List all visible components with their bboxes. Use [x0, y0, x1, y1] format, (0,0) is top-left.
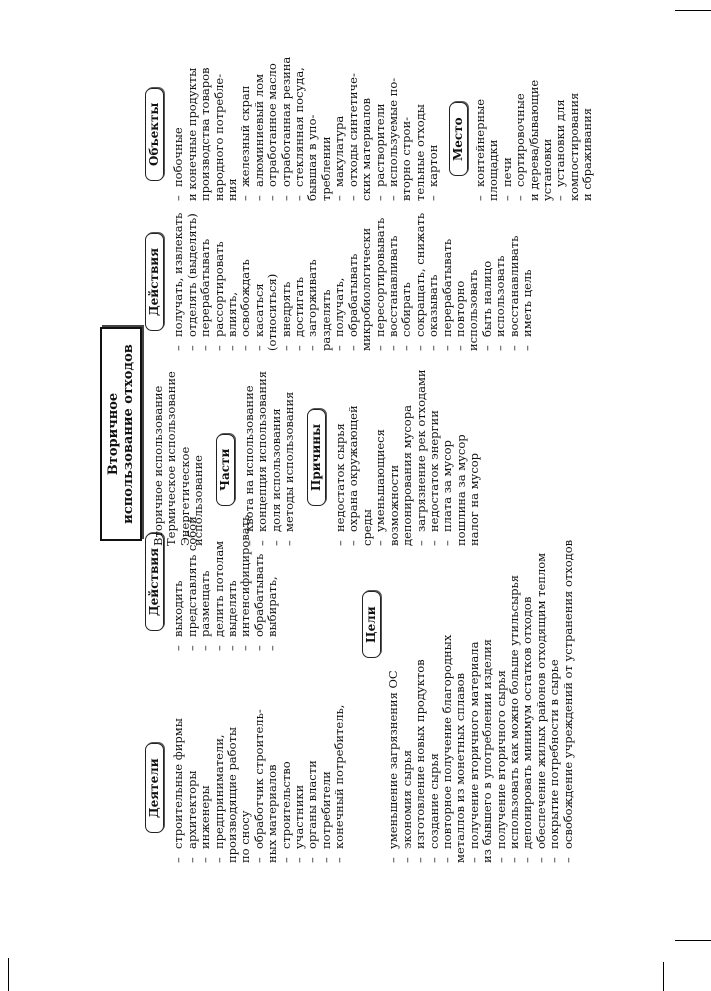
- center-line-item: Термическое использование: [164, 371, 179, 546]
- part-item: – доля использования: [270, 356, 283, 546]
- object-item: – растворители: [374, 51, 387, 201]
- action-right-item: – пересортировывать: [374, 206, 387, 351]
- actor-item: – предприниматели,: [213, 653, 226, 863]
- action-right-item: использовать: [466, 269, 481, 351]
- place-item: установки: [539, 138, 554, 201]
- actors-list: [172, 653, 346, 863]
- place-list: [474, 51, 595, 201]
- objects-list: [172, 51, 440, 201]
- action-right-item: (относиться): [265, 273, 280, 351]
- object-item: тельные отходы: [412, 104, 427, 201]
- action-left-item: – выделять: [226, 481, 239, 651]
- object-item: и конечные продукты: [184, 67, 199, 201]
- object-item: – стеклянная посуда,: [293, 51, 306, 201]
- reason-item: – недостаток сырья: [334, 356, 347, 546]
- part-item: – концепция использования: [256, 356, 269, 546]
- actor-item: – строительство: [280, 653, 293, 863]
- reason-item: – загрязнение рек отходами: [415, 356, 428, 546]
- object-item: – отработанная резина: [280, 51, 293, 201]
- object-item: – используемые по-: [387, 51, 400, 201]
- action-right-item: – внедрять: [280, 206, 293, 351]
- object-item: вторно строи-: [399, 116, 414, 201]
- reason-item: пошлина за мусор: [453, 434, 468, 546]
- action-right-item: – сокращать, снижать: [414, 206, 427, 351]
- actor-item: производящие работы: [225, 726, 240, 863]
- actors-column: [145, 653, 347, 863]
- place-item: – сортировочные: [514, 51, 527, 201]
- action-left-item: – выбирать,: [266, 481, 279, 651]
- action-right-item: – использовать: [494, 206, 507, 351]
- center-column: [152, 356, 482, 546]
- part-item: – квота на использование: [243, 356, 256, 546]
- reason-item: налог на мусор: [467, 452, 482, 546]
- action-left-item: – обрабатывать: [253, 481, 266, 651]
- center-line-item: Вторичное использование: [151, 385, 165, 546]
- place-header: Место: [449, 102, 468, 176]
- actor-item: – архитекторы: [186, 653, 199, 863]
- action-left-item: – выходить: [172, 481, 185, 651]
- actor-item: по сносу: [238, 810, 253, 863]
- action-right-item: – освобождать: [239, 206, 252, 351]
- goals-header: Цели: [362, 591, 381, 658]
- actions-left-header: Действия: [145, 533, 164, 631]
- objects-header: Объекты: [145, 88, 164, 181]
- goal-item: – получение вторичного материала: [468, 463, 481, 863]
- center-lines-list: [152, 356, 206, 546]
- actor-item: – органы власти: [306, 653, 319, 863]
- action-left-item: – размещать: [199, 481, 212, 651]
- action-right-item: – загорживать: [306, 206, 319, 351]
- action-right-item: разделять: [318, 289, 333, 351]
- goal-item: – экономия сырья: [401, 463, 414, 863]
- object-item: – побочные: [172, 51, 185, 201]
- reason-item: депонирования мусора: [400, 405, 415, 546]
- center-title-line-1: Вторичное: [106, 392, 121, 476]
- object-item: – алюминиевый лом: [253, 51, 266, 201]
- action-left-item: – делить потолам: [213, 481, 226, 651]
- reason-item: возможности: [386, 464, 401, 546]
- center-title-box: [100, 327, 142, 541]
- actions-right-list: [172, 206, 534, 351]
- actor-item: ных материалов: [265, 764, 280, 863]
- actor-item: – потребители: [320, 653, 333, 863]
- place-item: компостирования: [566, 92, 581, 201]
- actor-item: – строительные фирмы: [172, 653, 185, 863]
- object-item: бывшая в упо-: [305, 114, 320, 201]
- action-right-item: – влиять,: [226, 206, 239, 351]
- goal-item: – депонировать минимум остатков отходов: [521, 463, 534, 863]
- goal-item: – покрытие потребности в сырье: [548, 463, 561, 863]
- goal-item: – освобождение учреждений от устранения отходов: [562, 463, 575, 863]
- object-item: ских материалов: [359, 98, 374, 201]
- object-item: народного потребле-: [211, 73, 226, 201]
- place-item: – печи: [501, 51, 514, 201]
- reason-item: – охрана окружающей: [347, 356, 360, 546]
- place-item: площадки: [486, 139, 501, 201]
- action-right-item: – оказывать: [427, 206, 440, 351]
- object-item: ния: [225, 178, 240, 201]
- reason-item: – уменьшающиеся: [374, 356, 387, 546]
- action-right-item: – восстанавливать: [508, 206, 521, 351]
- actor-item: – инженеры: [199, 653, 212, 863]
- action-right-item: – получать,: [333, 206, 346, 351]
- action-right-item: – достигать: [293, 206, 306, 351]
- actor-item: – обработчик строитель-: [253, 653, 266, 863]
- object-item: – картон: [427, 51, 440, 201]
- reason-item: среды: [359, 509, 374, 546]
- goal-item: металлов из монетных сплавов: [453, 672, 468, 863]
- object-item: – отработанное масло: [266, 51, 279, 201]
- action-right-item: – обрабатывать: [347, 206, 360, 351]
- reasons-list: [334, 356, 481, 546]
- place-item: – установки для: [554, 51, 567, 201]
- actions-right-header: Действия: [145, 233, 164, 331]
- goal-item: – создание сырья: [428, 463, 441, 863]
- object-item: – макулатура: [333, 51, 346, 201]
- action-right-item: – иметь цель: [521, 206, 534, 351]
- action-right-item: – отделять (выделять): [186, 206, 199, 351]
- action-right-item: – касаться: [253, 206, 266, 351]
- object-item: треблении: [318, 136, 333, 201]
- action-right-item: – получать, извлекать: [172, 206, 185, 351]
- action-right-item: – быть налицо: [481, 206, 494, 351]
- goal-item: – повторное получение благородных: [441, 463, 454, 863]
- center-line-item: Энергетическое использование: [177, 446, 206, 546]
- action-right-item: – повторно: [454, 206, 467, 351]
- action-right-item: микробиологически: [359, 227, 374, 351]
- object-item: – железный скрап: [239, 51, 252, 201]
- place-item: и дерева/бывающие: [526, 79, 541, 201]
- action-left-item: – представлять собой: [186, 481, 199, 651]
- action-right-item: – перерабатывать: [199, 206, 212, 351]
- corner-mark-top-right: [675, 10, 711, 11]
- goal-item: из бывшего в употреблении изделия: [480, 639, 495, 863]
- part-item: – методы использования: [283, 356, 296, 546]
- corner-mark-bottom-right: [675, 940, 711, 941]
- objects-column: [145, 51, 595, 201]
- place-item: и сбраживания: [580, 107, 595, 201]
- object-item: производства товаров: [198, 67, 213, 201]
- action-right-item: – собирать: [400, 206, 413, 351]
- reasons-header: Причины: [307, 409, 326, 506]
- goal-item: – получение вторичного сырья: [495, 463, 508, 863]
- action-right-item: – восстанавливать: [387, 206, 400, 351]
- parts-list: [243, 356, 297, 546]
- actions-right-column: [145, 206, 534, 351]
- place-item: – контейнерные: [474, 51, 487, 201]
- reason-item: – недостаток энергии: [428, 356, 441, 546]
- actor-item: – участники: [293, 653, 306, 863]
- goal-item: – использовать как можно больше утильсырья: [508, 463, 521, 863]
- goal-item: – изготовление новых продуктов: [414, 463, 427, 863]
- reason-item: – плата за мусор: [441, 356, 454, 546]
- center-title-line-2: использование отходов: [121, 344, 136, 524]
- edge-mark-bottom-left: [8, 958, 9, 991]
- action-right-item: – рассортировать: [213, 206, 226, 351]
- parts-header: Части: [216, 434, 235, 506]
- action-right-item: – перерабатывать: [441, 206, 454, 351]
- edge-mark-bottom-right: [663, 962, 664, 991]
- goal-item: – уменьшение загрязнения ОС: [387, 463, 400, 863]
- action-left-item: – интенсифицировать: [239, 481, 252, 651]
- actor-item: – конечный потребитель,: [333, 653, 346, 863]
- actors-header: Деятели: [145, 743, 164, 833]
- object-item: – отходы синтетиче-: [347, 51, 360, 201]
- goal-item: – обеспечение жилых районов отходящим теплом: [535, 463, 548, 863]
